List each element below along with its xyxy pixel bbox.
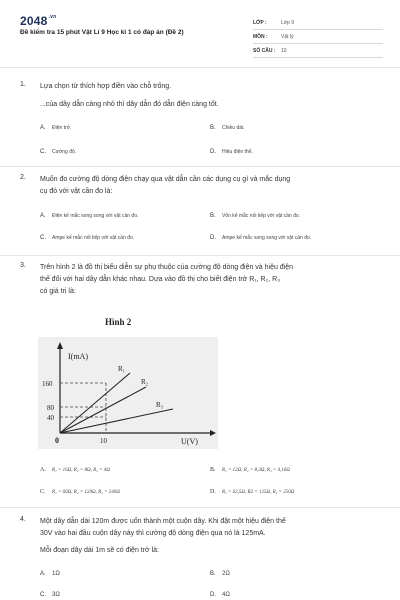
option-label: D. xyxy=(210,592,216,598)
option-text: R₁ = 16Ω, R₂ = 8Ω, R₃ = 4Ω xyxy=(52,468,110,473)
option-label: C. xyxy=(40,235,46,241)
question-line: Lựa chọn từ thích hợp điền vào chỗ trống. xyxy=(40,83,172,90)
question-line: thế đối với hai dây dẫn khác nhau. Dựa vào đồ thị cho biết điện trở R₁, R₂, R₃ xyxy=(40,276,281,283)
answer-option-c[interactable] xyxy=(40,592,60,598)
option-text: R₁ = 12Ω, R₂ = 8,3Ω, R₃ = 4,16Ω xyxy=(222,468,290,473)
answer-option-a[interactable] xyxy=(40,213,138,219)
question-line: 30V vào hai đầu cuộn dây này thì cường độ dòng điện qua nó là 125mA. xyxy=(40,530,266,537)
option-label: A. xyxy=(40,571,46,577)
meta-value: Vật lý xyxy=(281,33,294,40)
option-label: D. xyxy=(210,149,216,155)
option-label: B. xyxy=(210,571,216,577)
question-text xyxy=(40,262,385,298)
answer-option-a[interactable] xyxy=(40,467,110,473)
meta-value: Lớp 9 xyxy=(281,19,295,26)
divider xyxy=(0,255,400,256)
y-axis-label: I(mA) xyxy=(68,352,88,361)
answer-option-c[interactable] xyxy=(40,235,134,241)
question-line: Mỗi đoạn dây dài 1m sẽ có điện trở là: xyxy=(40,547,159,554)
question-2 xyxy=(20,174,385,254)
y-tick-label: 80 xyxy=(47,404,54,412)
answer-option-d[interactable] xyxy=(210,149,253,155)
meta-key: LỚP : xyxy=(253,19,267,26)
question-number: 1. xyxy=(20,81,26,88)
option-label: C. xyxy=(40,489,46,495)
answer-option-c[interactable] xyxy=(40,149,76,155)
figure-2 xyxy=(38,337,218,449)
answer-option-a[interactable] xyxy=(40,571,60,577)
line-label-r1: R₁ xyxy=(118,365,126,373)
option-label: A. xyxy=(40,213,46,219)
answer-option-b[interactable] xyxy=(210,125,245,131)
option-text: Cường độ. xyxy=(52,149,77,155)
option-label: A. xyxy=(40,467,46,473)
logo-text: 2048 xyxy=(20,14,48,28)
question-line: cụ đó với vật cần đo là: xyxy=(40,188,113,195)
site-logo[interactable] xyxy=(20,14,56,28)
page-header xyxy=(0,0,400,68)
meta-key: MÔN : xyxy=(253,33,268,40)
answer-option-b[interactable] xyxy=(210,467,290,473)
exam-meta xyxy=(253,16,383,58)
option-label: A. xyxy=(40,125,46,131)
meta-value: 10 xyxy=(281,47,287,54)
question-text xyxy=(40,516,385,557)
option-text: R₁ = 62,5Ω, R2 = 125Ω, R₃ = 250Ω xyxy=(222,490,295,495)
divider xyxy=(0,507,400,508)
answer-option-b[interactable] xyxy=(210,571,230,577)
exam-title: Đề kiểm tra 15 phút Vật Lí 9 Học kì 1 có đáp án (Đề 2) xyxy=(20,29,184,36)
answer-option-a[interactable] xyxy=(40,125,71,131)
answer-option-b[interactable] xyxy=(210,213,300,219)
line-label-r2: R₂ xyxy=(141,378,149,386)
question-line: Trên hình 2 là đồ thị biểu diễn sự phụ thuộc của cường độ dòng điện và hiệu điện xyxy=(40,264,294,271)
answer-option-d[interactable] xyxy=(210,592,230,598)
x-axis-label: U(V) xyxy=(181,437,198,446)
question-4 xyxy=(20,516,385,600)
question-text xyxy=(40,81,385,111)
option-text: Điện kế mắc song song với vật cần đo. xyxy=(52,213,139,219)
meta-key: SỐ CÂU : xyxy=(253,47,276,54)
current-voltage-graph xyxy=(38,337,218,449)
option-text: 3Ω xyxy=(52,592,60,598)
y-tick-label: 160 xyxy=(42,380,53,388)
option-text: Ampe kế mắc song song với vật cần đo. xyxy=(222,235,312,241)
option-text: 4Ω xyxy=(222,592,230,598)
question-1 xyxy=(20,81,385,161)
x-tick-label: 10 xyxy=(100,437,107,445)
option-label: D. xyxy=(210,489,216,495)
question-line: có giá trị là: xyxy=(40,288,76,295)
question-line: Một dây dẫn dài 120m được uốn thành một cuộn dây. Khi đặt một hiệu điện thế xyxy=(40,518,286,525)
line-label-r3: R₃ xyxy=(156,401,164,409)
question-number: 2. xyxy=(20,174,26,181)
question-number: 3. xyxy=(20,262,26,269)
meta-row-count xyxy=(253,44,383,58)
option-text: Vôn kế mắc nối tiếp với vật cần đo. xyxy=(222,213,301,219)
y-tick-label: 40 xyxy=(47,414,54,422)
option-label: C. xyxy=(40,592,46,598)
meta-row-subject xyxy=(253,30,383,44)
option-text: Ampe kế mắc nối tiếp với vật cần đo. xyxy=(52,235,135,241)
meta-row-class xyxy=(253,16,383,30)
option-label: D. xyxy=(210,235,216,241)
answer-option-d[interactable] xyxy=(210,235,311,241)
divider xyxy=(0,166,400,167)
option-text: Hiệu điện thế. xyxy=(222,149,253,155)
option-text: Chiều dài. xyxy=(222,125,245,131)
option-text: 2Ω xyxy=(222,571,230,577)
answer-option-c[interactable] xyxy=(40,489,120,495)
option-label: B. xyxy=(210,467,216,473)
option-label: B. xyxy=(210,213,216,219)
figure-title: Hình 2 xyxy=(105,317,132,327)
option-label: B. xyxy=(210,125,216,131)
logo-suffix: .vn xyxy=(48,14,57,20)
option-text: 1Ω xyxy=(52,571,60,577)
option-text: R₁ = 60Ω, R₂ = 120Ω, R₃ = 240Ω xyxy=(52,490,120,495)
question-text xyxy=(40,174,385,198)
option-label: C. xyxy=(40,149,46,155)
option-text: Điện trở. xyxy=(52,125,72,131)
x-tick-label: 0 xyxy=(55,436,59,445)
question-line: ...của dây dẫn càng nhỏ thì dây dẫn đó dẫn điện càng tốt. xyxy=(40,101,219,108)
question-number: 4. xyxy=(20,516,26,523)
question-line: Muốn đo cường độ dòng điện chạy qua vật dẫn cần các dụng cụ gì và mắc dụng xyxy=(40,176,291,183)
answer-option-d[interactable] xyxy=(210,489,294,495)
